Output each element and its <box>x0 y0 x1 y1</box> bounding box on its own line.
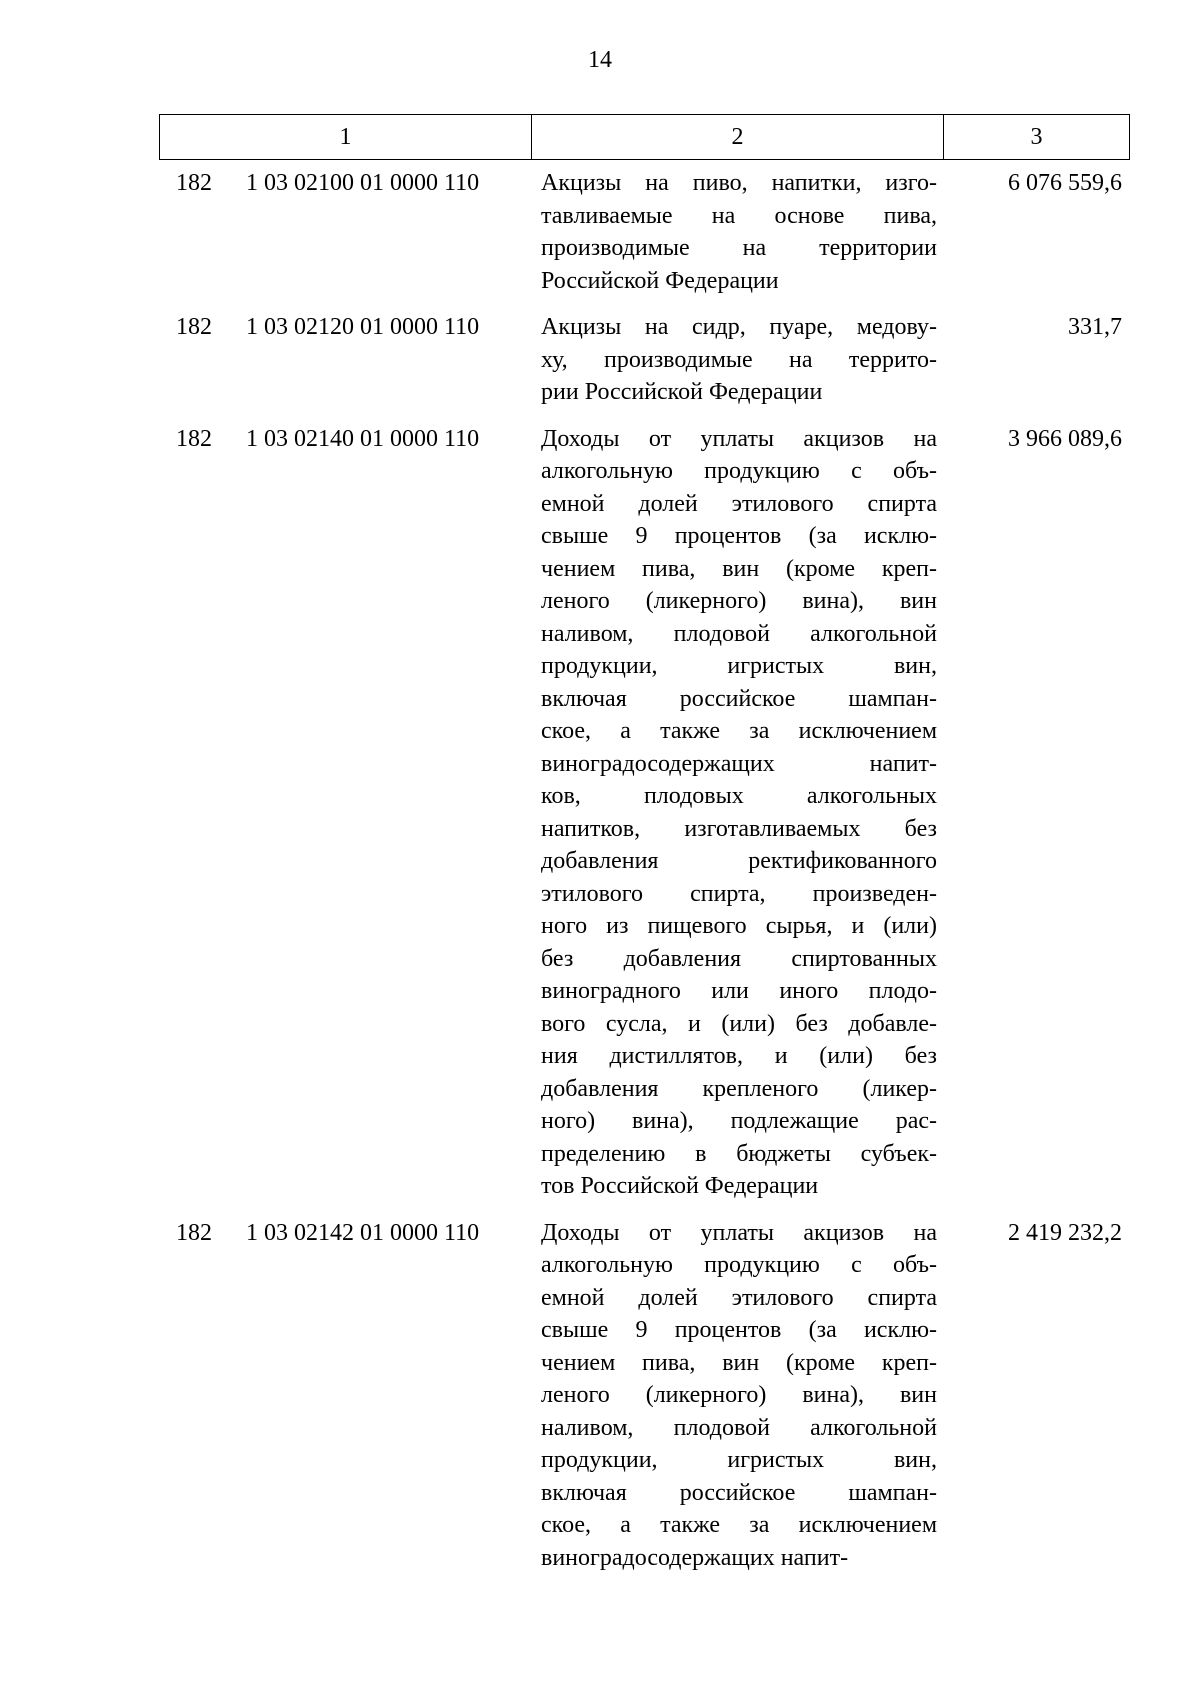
budget-classification-code: 1 03 02120 01 0000 110 <box>246 314 480 340</box>
description-line: продукции, игристых вин, <box>541 653 937 679</box>
admin-code: 182 <box>176 425 212 452</box>
description-line: ния дистиллятов, и (или) без <box>541 1043 937 1069</box>
description-line: алкогольную продукцию с объ- <box>541 458 937 484</box>
amount: 3 966 089,6 <box>1008 425 1122 452</box>
description-line: Акцизы на сидр, пуаре, медову- <box>541 314 937 340</box>
column-header-row <box>160 115 1130 160</box>
description-line: напитков, изготавливаемых без <box>541 815 937 842</box>
column-header-1: 1 <box>160 115 532 160</box>
description-line: наливом, плодовой алкогольной <box>541 1414 937 1441</box>
description-line: Акцизы на пиво, напитки, изго- <box>541 170 937 196</box>
description-line: ного) вина), подлежащие рас- <box>541 1108 937 1134</box>
description-line: леного (ликерного) вина), вин <box>541 588 937 614</box>
admin-code: 182 <box>176 170 212 196</box>
budget-classification-code: 1 03 02142 01 0000 110 <box>246 1219 480 1246</box>
description-line: леного (ликерного) вина), вин <box>541 1382 937 1408</box>
description-line: тавливаемые на основе пива, <box>541 202 937 229</box>
admin-code: 182 <box>176 314 212 340</box>
description-line: ху, производимые на террито- <box>541 346 937 373</box>
table-row <box>0 423 1200 1203</box>
description-line: пределению в бюджеты субъек- <box>541 1140 937 1167</box>
description-line: чением пива, вин (кроме креп- <box>541 555 937 582</box>
revenue-description <box>541 311 937 409</box>
description-line: вого сусла, и (или) без добавле- <box>541 1010 937 1037</box>
description-line: емной долей этилового спирта <box>541 490 937 517</box>
description-line: свыше 9 процентов (за исклю- <box>541 523 937 549</box>
description-line: Доходы от уплаты акцизов на <box>541 425 937 452</box>
description-line: включая российское шампан- <box>541 1479 937 1506</box>
description-line: чением пива, вин (кроме креп- <box>541 1349 937 1376</box>
description-line: производимые на территории <box>541 235 937 261</box>
revenue-description <box>541 167 937 297</box>
amount: 6 076 559,6 <box>1008 170 1122 196</box>
description-line: ков, плодовых алкогольных <box>541 783 937 809</box>
table-row <box>0 1217 1200 1575</box>
amount: 2 419 232,2 <box>1008 1219 1122 1246</box>
description-line: тов Российской Федерации <box>541 1173 819 1199</box>
description-line: добавления ректификованного <box>541 848 937 874</box>
description-line: добавления крепленого (ликер- <box>541 1075 937 1102</box>
budget-classification-code: 1 03 02140 01 0000 110 <box>246 425 480 452</box>
column-header-table <box>159 114 1130 160</box>
description-line: Доходы от уплаты акцизов на <box>541 1219 937 1246</box>
revenue-description <box>541 1217 937 1575</box>
description-line: наливом, плодовой алкогольной <box>541 620 937 647</box>
description-line: без добавления спиртованных <box>541 945 937 972</box>
description-line: виноградосодержащих напит- <box>541 1544 849 1571</box>
description-line: продукции, игристых вин, <box>541 1447 937 1473</box>
description-line: алкогольную продукцию с объ- <box>541 1252 937 1278</box>
description-line: емной долей этилового спирта <box>541 1284 937 1311</box>
column-header-2: 2 <box>532 115 944 160</box>
admin-code: 182 <box>176 1219 212 1246</box>
budget-classification-code: 1 03 02100 01 0000 110 <box>246 170 480 196</box>
description-line: ское, а также за исключением <box>541 1512 937 1538</box>
revenue-description <box>541 423 937 1203</box>
description-line: свыше 9 процентов (за исклю- <box>541 1317 937 1343</box>
description-line: виноградосодержащих напит- <box>541 750 937 777</box>
description-line: этилового спирта, произведен- <box>541 880 937 907</box>
description-line: ного из пищевого сырья, и (или) <box>541 913 937 939</box>
description-line: ское, а также за исключением <box>541 718 937 744</box>
description-line: включая российское шампан- <box>541 685 937 712</box>
description-line: виноградного или иного плодо- <box>541 978 937 1004</box>
amount: 331,7 <box>1068 314 1122 340</box>
page-number: 14 <box>588 47 612 73</box>
description-line: Российской Федерации <box>541 267 779 294</box>
table-row <box>0 311 1200 409</box>
table-body <box>0 167 1200 1588</box>
description-line: рии Российской Федерации <box>541 379 823 405</box>
column-header-3: 3 <box>944 115 1130 160</box>
table-row <box>0 167 1200 297</box>
